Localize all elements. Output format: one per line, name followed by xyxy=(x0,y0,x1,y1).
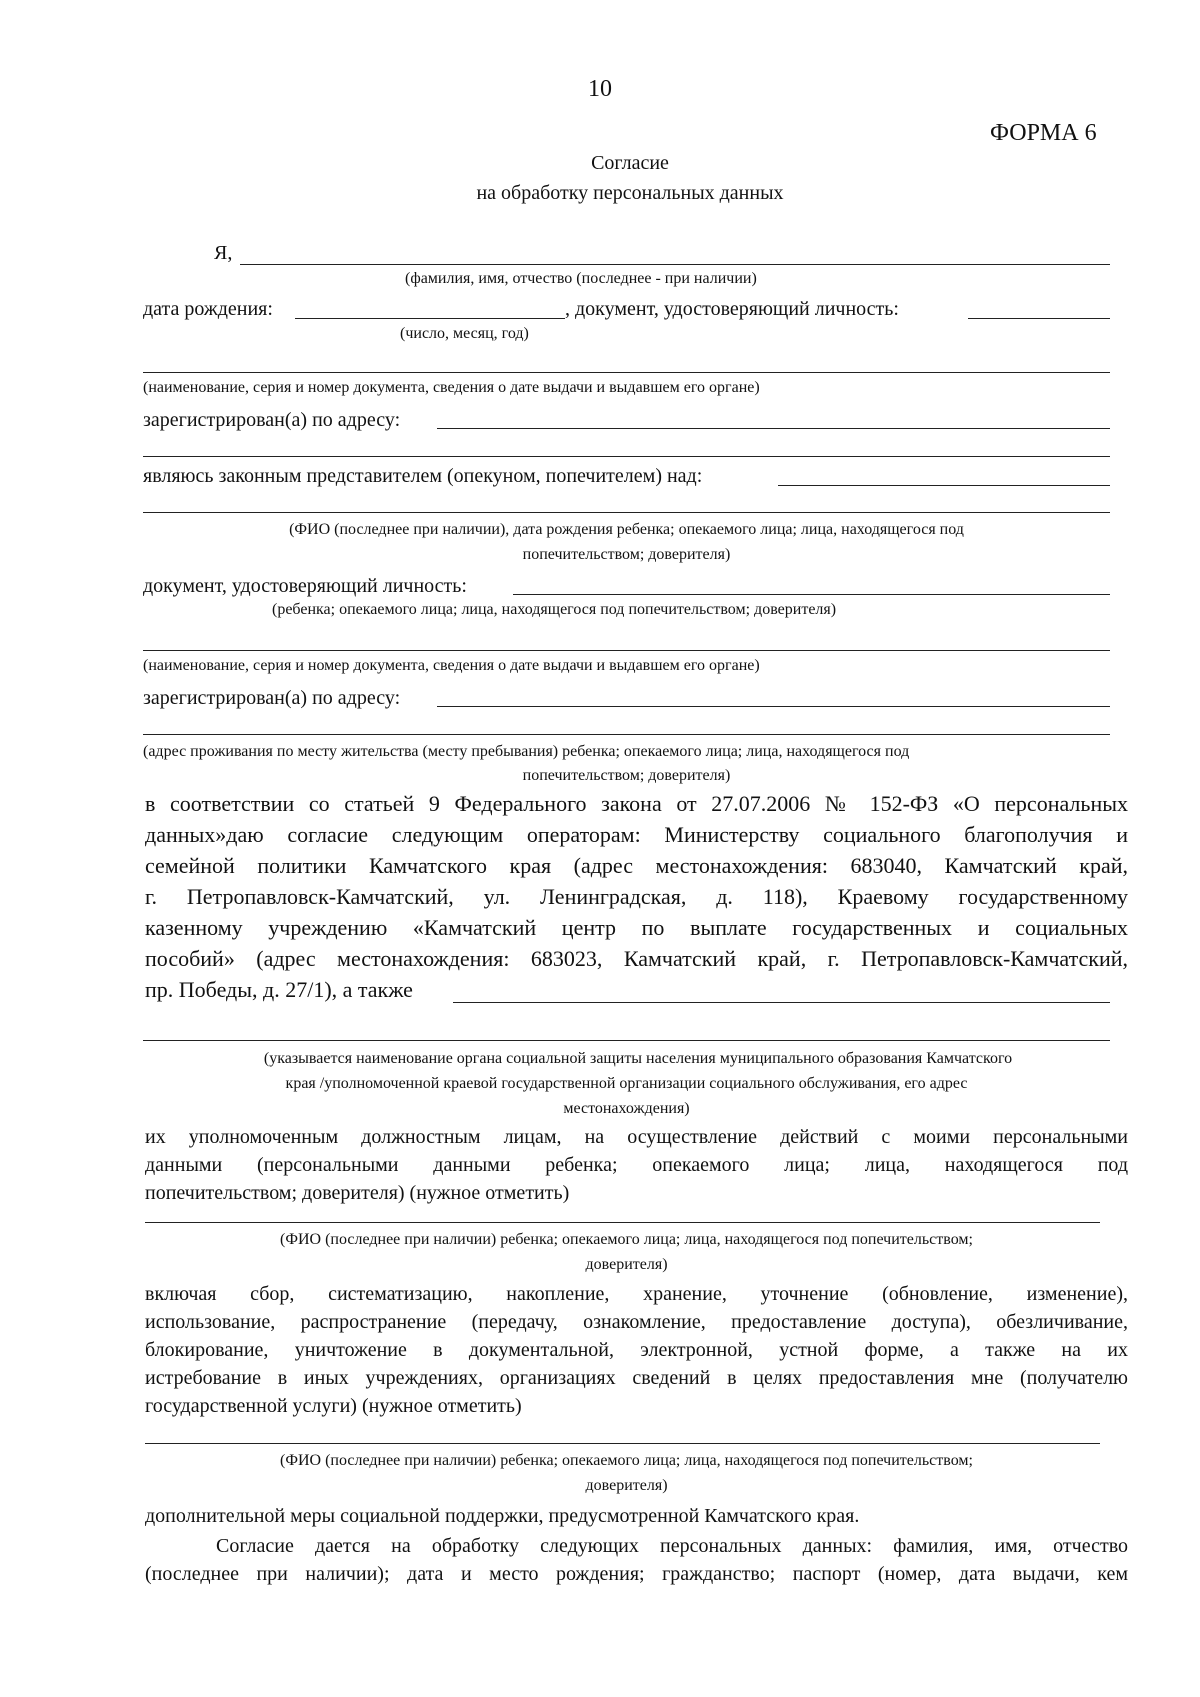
consent-line: в соответствии со статьей 9 Федерального закона от 27.07.2006 № 152-ФЗ «О персональных xyxy=(145,791,1128,816)
fio-caption-b-line1: (ФИО (последнее при наличии) ребенка; опекаемого лица; лица, находящегося под попечительством; xyxy=(280,1452,973,1469)
ward-address-caption-line1: (адрес проживания по месту жительства (месту пребывания) ребенка; опекаемого лица; лица, находящегося под xyxy=(143,743,910,760)
also-label: пр. Победы, д. 27/1), а также xyxy=(145,977,413,1002)
ward-registered-address-field-2[interactable] xyxy=(143,734,1110,735)
fio-field-a[interactable] xyxy=(145,1222,1100,1223)
actions-line: истребование в иных учреждениях, организациях сведений в целях предоставления мне (получателю xyxy=(145,1367,1128,1389)
page-number: 10 xyxy=(588,76,612,102)
final-line: Согласие дается на обработку следующих персональных данных: фамилия, имя, отчество xyxy=(216,1535,1128,1557)
officials-line: попечительством; доверителя) (нужное отметить) xyxy=(145,1182,570,1204)
fio-field[interactable] xyxy=(240,264,1110,265)
consent-line: казенному учреждению «Камчатский центр по выплате государственных и социальных xyxy=(145,915,1128,940)
consent-line: семейной политики Камчатского края (адрес местонахождения: 683040, Камчатский край, xyxy=(145,853,1128,878)
consent-line: данных»даю согласие следующим операторам: Министерству социального благополучия и xyxy=(145,822,1128,847)
consent-line: г. Петропавловск-Камчатский, ул. Ленинградская, д. 118), Краевому государственному xyxy=(145,884,1128,909)
document-subtitle: на обработку персональных данных xyxy=(476,182,784,204)
ward-field[interactable] xyxy=(143,512,1110,513)
organization-field[interactable] xyxy=(143,1040,1110,1041)
organization-caption-line3: местонахождения) xyxy=(563,1100,690,1117)
birth-date-label: дата рождения: xyxy=(143,298,273,320)
actions-line: государственной услуги) (нужное отметить) xyxy=(145,1395,522,1417)
ward-document-caption: (ребенка; опекаемого лица; лица, находящегося под попечительством; доверителя) xyxy=(272,601,837,618)
ward-document-details-field[interactable] xyxy=(143,650,1110,651)
document-details-field[interactable] xyxy=(143,372,1110,373)
organization-caption-line1: (указывается наименование органа социальной защиты населения муниципального образования Камчатского xyxy=(263,1050,1013,1067)
fio-caption: (фамилия, имя, отчество (последнее - при наличии) xyxy=(405,270,757,287)
consent-line: пособий» (адрес местонахождения: 683023, Камчатский край, г. Петропавловск-Камчатский, xyxy=(145,946,1128,971)
birth-date-field[interactable] xyxy=(295,318,565,319)
ward-document-label: документ, удостоверяющий личность: xyxy=(143,575,467,597)
ward-registered-label: зарегистрирован(а) по адресу: xyxy=(143,687,401,709)
fio-caption-b-line2: доверителя) xyxy=(585,1477,668,1494)
document-details-caption: (наименование, серия и номер документа, сведения о дате выдачи и выдавшем его органе) xyxy=(143,379,760,396)
document-title: Согласие xyxy=(591,152,669,174)
ward-caption-line1: (ФИО (последнее при наличии), дата рождения ребенка; опекаемого лица; лица, находящегося под xyxy=(289,521,964,538)
id-document-label: , документ, удостоверяющий личность: xyxy=(565,298,899,320)
actions-line: блокирование, уничтожение в документальной, электронной, устной форме, а также на их xyxy=(145,1339,1128,1361)
ya-label: Я, xyxy=(214,242,233,264)
birth-date-caption: (число, месяц, год) xyxy=(400,325,529,342)
actions-line: включая сбор, систематизацию, накопление, хранение, уточнение (обновление, изменение), xyxy=(145,1283,1128,1305)
representative-label: являюсь законным представителем (опекуном, попечителем) над: xyxy=(143,465,703,487)
representative-field[interactable] xyxy=(778,485,1110,486)
fio-caption-a-line1: (ФИО (последнее при наличии) ребенка; опекаемого лица; лица, находящегося под попечительством; xyxy=(280,1231,973,1248)
fio-field-b[interactable] xyxy=(145,1443,1100,1444)
registered-address-field[interactable] xyxy=(437,428,1110,429)
also-organization-field[interactable] xyxy=(453,1002,1110,1003)
ward-document-field[interactable] xyxy=(513,594,1110,595)
fio-caption-a-line2: доверителя) xyxy=(585,1256,668,1273)
registered-label: зарегистрирован(а) по адресу: xyxy=(143,409,401,431)
officials-line: данными (персональными данными ребенка; опекаемого лица; лица, находящегося под xyxy=(145,1154,1128,1176)
actions-line: использование, распространение (передачу, ознакомление, предоставление доступа), обезличивание, xyxy=(145,1311,1128,1333)
form-label: ФОРМА 6 xyxy=(990,120,1097,146)
ward-address-caption-line2: попечительством; доверителя) xyxy=(522,767,731,784)
ward-caption-line2: попечительством; доверителя) xyxy=(522,546,731,563)
ward-document-details-caption: (наименование, серия и номер документа, сведения о дате выдачи и выдавшем его органе) xyxy=(143,657,760,674)
support-line: дополнительной меры социальной поддержки, предусмотренной Камчатского края. xyxy=(145,1505,860,1527)
ward-registered-address-field[interactable] xyxy=(437,706,1110,707)
id-document-field[interactable] xyxy=(968,318,1110,319)
registered-address-field-2[interactable] xyxy=(143,456,1110,457)
officials-line: их уполномоченным должностным лицам, на осуществление действий с моими персональными xyxy=(145,1126,1128,1148)
organization-caption-line2: края /уполномоченной краевой государственной организации социального обслуживания, его адрес xyxy=(285,1075,968,1092)
final-line: (последнее при наличии); дата и место рождения; гражданство; паспорт (номер, дата выдачи, кем xyxy=(145,1563,1128,1585)
